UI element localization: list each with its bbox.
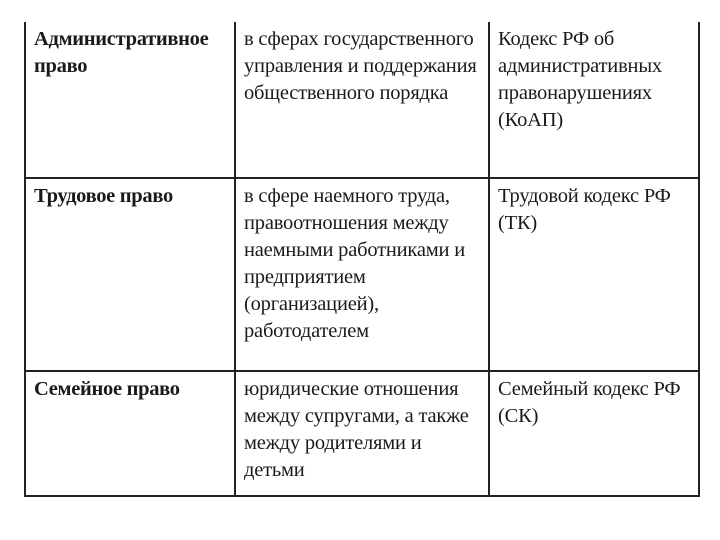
code-cell	[489, 22, 699, 178]
table-row	[25, 22, 699, 178]
table-row	[25, 178, 699, 371]
branch-name: Семейное право	[34, 378, 180, 400]
table-row	[25, 371, 699, 496]
scope-text: юридические отношения между супругами, а также между родителями и детьми	[244, 378, 469, 481]
scope-text: в сфере наемного труда, правоотношения между наемными работниками и предприятием (организацией), работодателем	[244, 185, 465, 342]
scope-cell	[235, 178, 489, 371]
law-branches-table	[24, 22, 700, 497]
branch-cell	[25, 371, 235, 496]
code-cell	[489, 371, 699, 496]
code-text: Трудовой кодекс РФ (ТК)	[498, 185, 671, 234]
scope-text: в сферах государственного управления и поддержания общественного порядка	[244, 28, 477, 104]
branch-name: Административное право	[34, 28, 209, 77]
code-text: Кодекс РФ об административных правонарушениях (КоАП)	[498, 28, 662, 131]
branch-name: Трудовое право	[34, 185, 173, 207]
scope-cell	[235, 371, 489, 496]
branch-cell	[25, 178, 235, 371]
scope-cell	[235, 22, 489, 178]
branch-cell	[25, 22, 235, 178]
code-text: Семейный кодекс РФ (СК)	[498, 378, 681, 427]
code-cell	[489, 178, 699, 371]
